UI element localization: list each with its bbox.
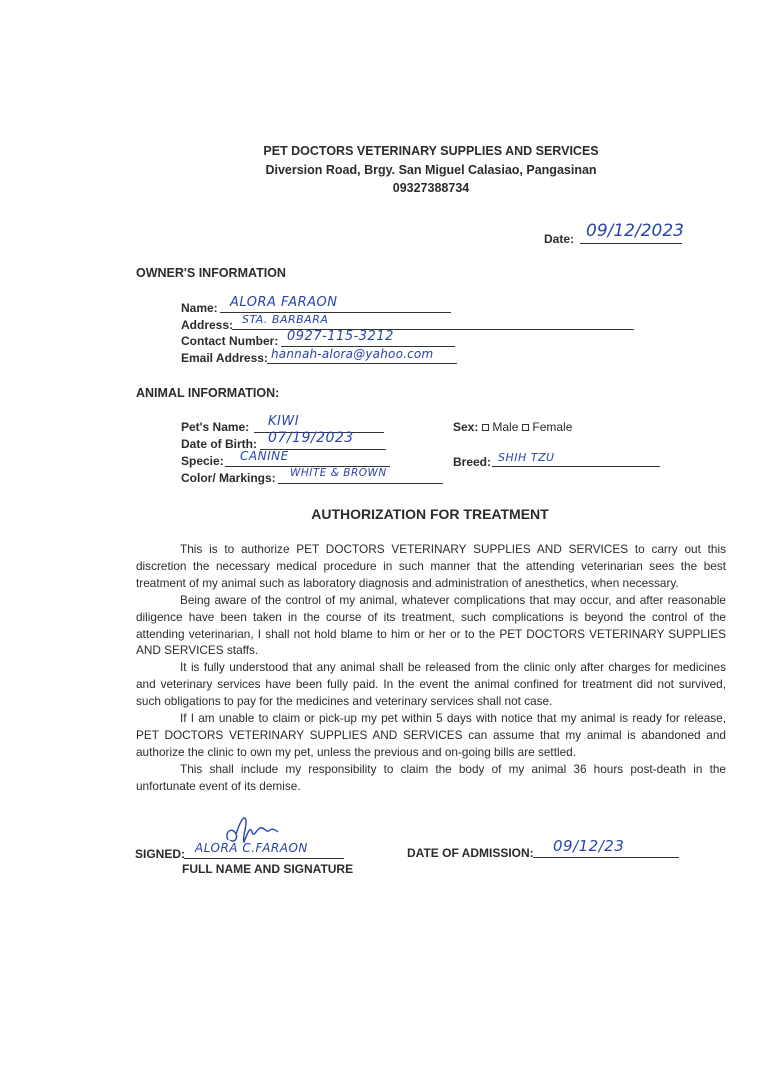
authorization-paragraph: This shall include my responsibility to claim the body of my animal 36 hours post-death in the unfortunate event of its demise. xyxy=(136,762,726,793)
dob-label: Date of Birth: xyxy=(181,437,257,451)
specie-value: CANINE xyxy=(240,449,289,463)
sex-field xyxy=(453,420,572,434)
color-label: Color/ Markings: xyxy=(181,471,276,485)
color-value: WHITE & BROWN xyxy=(290,467,387,479)
owner-email-label: Email Address: xyxy=(181,351,268,365)
authorization-paragraph: Being aware of the control of my animal, whatever complications that may occur, and after reasonable diligence have been taken in the course of its treatment, such complications is beyond the control of the attending veterinarian, I shall not hold blame to him or her or to the PET DOCTORS VETERINARY SUPPLIES AND SERVICES staffs. xyxy=(136,593,726,658)
owner-address-value: STA. BARBARA xyxy=(242,313,329,326)
dob-value: 07/19/2023 xyxy=(268,430,354,446)
animal-heading: ANIMAL INFORMATION: xyxy=(136,386,280,400)
pet-name-value: KIWI xyxy=(268,414,300,429)
admission-value: 09/12/23 xyxy=(553,837,625,855)
breed-label: Breed: xyxy=(453,455,492,469)
sex-label: Sex: xyxy=(453,420,479,434)
date-label: Date: xyxy=(544,232,575,246)
owner-contact-label: Contact Number: xyxy=(181,334,279,348)
signed-label: SIGNED: xyxy=(135,847,186,861)
female-checkbox[interactable] xyxy=(522,424,529,431)
female-option-label: Female xyxy=(532,420,573,434)
breed-value: SHIH TZU xyxy=(498,451,555,464)
authorization-paragraph: This is to authorize PET DOCTORS VETERINARY SUPPLIES AND SERVICES to carry out this discretion the necessary medical procedure in such manner that the attending veterinarian sees the best treatment of my animal such as laboratory diagnosis and administration of anesthetics, when necessary. xyxy=(136,542,726,590)
owner-name-value: ALORA FARAON xyxy=(230,295,338,310)
date-value: 09/12/2023 xyxy=(586,221,684,241)
owner-email-value: hannah-alora@yahoo.com xyxy=(271,347,434,361)
male-option-label: Male xyxy=(492,420,519,434)
business-address: Diversion Road, Brgy. San Miguel Calasiao, Pangasinan xyxy=(265,163,597,177)
signed-value: ALORA C.FARAON xyxy=(195,841,308,855)
authorization-paragraph: It is fully understood that any animal shall be released from the clinic only after charges for medicines and veterinary services have been fully paid. In the event the animal confined for treatment did not survived, such obligations to pay for the medicines and veterinary services shall not case. xyxy=(136,660,726,708)
pet-name-label: Pet's Name: xyxy=(181,420,250,434)
specie-label: Specie: xyxy=(181,454,224,468)
authorization-paragraph: If I am unable to claim or pick-up my pet within 5 days with notice that my animal is ready for release, PET DOCTORS VETERINARY SUPPLIES AND SERVICES can assume that my animal is abandoned and authorize the clinic to own my pet, unless the previous and on-going bills are settled. xyxy=(136,711,726,759)
owner-address-label: Address: xyxy=(181,318,234,332)
owner-heading: OWNER'S INFORMATION xyxy=(136,266,286,280)
business-phone: 09327388734 xyxy=(392,181,470,195)
authorization-title: AUTHORIZATION FOR TREATMENT xyxy=(311,506,549,522)
owner-contact-value: 0927-115-3212 xyxy=(287,329,394,344)
full-name-label: FULL NAME AND SIGNATURE xyxy=(182,862,354,876)
male-checkbox[interactable] xyxy=(482,424,489,431)
admission-label: DATE OF ADMISSION: xyxy=(407,846,534,860)
owner-name-label: Name: xyxy=(181,301,218,315)
business-name: PET DOCTORS VETERINARY SUPPLIES AND SERVICES xyxy=(263,144,599,158)
